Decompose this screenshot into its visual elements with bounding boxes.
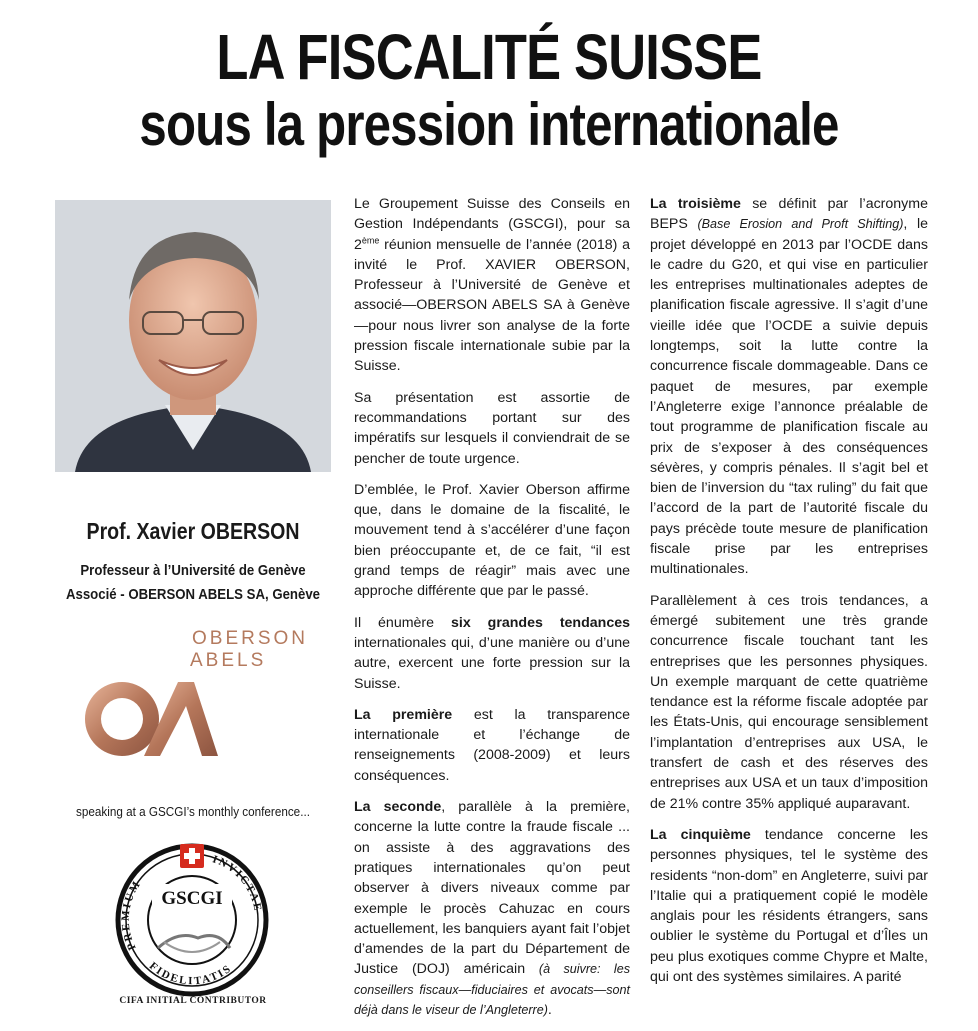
c1-paragraph-demblee: D’emblée, le Prof. Xavier Oberson affirme que, dans le domaine de la fiscalité, le mouvement tend à s’accélérer d’une façon bien préoccupante et, de ce fait, “il est grand temps de réagir” mais avec une approche différente que par le passé. (354, 481, 630, 600)
logo-text-oberson: OBERSON (192, 628, 309, 649)
c2-paragraph-quatrieme: Parallèlement à ces trois tendances, a émergé subitement une très grande concurrence fiscale touchant tant les entreprises que les personnes physiques. Un exemple marquant de cette quatrième tendance est la réforme fiscale adoptée par les États-Unis, qui encourage sensiblement l’implantation d’entreprises aux USA, le transfert de cash et des réserves des entreprises aux USA et un taux d’imposition de 21% contre 35% appliqué auparavant. (650, 592, 928, 812)
gscgi-seal-logo (108, 838, 276, 998)
seal-text-fidelitatis: FIDELITATIS (146, 959, 235, 988)
c2-paragraph-cinquieme: La cinquième tendance concerne les personnes physiques, tel le système des residents “non-dom” en Angleterre, suivi par l’Italie qui a pratiquement copié le modèle anglais pour les résidents étrangers, sans oublier le système du Portugal et d’Îles un peu plus exotiques comme Chypre et Malte, qui ont des systèmes similaires. A parité (650, 826, 928, 985)
event-caption: speaking at a GSCGI’s monthly conference... (76, 804, 310, 819)
seal-center-text: GSCGI (161, 888, 223, 909)
headline-line-2: sous la pression internationale (139, 91, 839, 158)
c1-paragraph-seconde: La seconde, parallèle à la première, concerne la lutte contre la fraude fiscale ... on assiste à des aggravations des pratiques internationales qu’on peut observer à divers niveaux comme par exemple le procès Cahuzac en cours actuellement, les banquiers ayant fait l’objet d’amendes de la part du Département de Justice (DOJ) américain (à suivre: les conseillers fiscaux—fiduciaires et avocats—sont déjà dans le viseur de l’Angleterre). (354, 799, 631, 1018)
speaker-portrait (55, 200, 331, 472)
c1-paragraph-intro: Le Groupement Suisse des Conseils en Gestion Indépendants (GSCGI), pour sa 2ème réunion mensuelle de l’année (2018) a invité le Prof. XAVIER OBERSON, Professeur à l’Université de Genève et associé—OBERSON ABELS SA à Genève—pour nous livrer son analyse de la forte pression fiscale internationale subie par la Suisse. (354, 196, 630, 375)
seal-text-premium: PREMIUM (119, 877, 144, 952)
article-column-1 (354, 194, 630, 1031)
c1-paragraph-premiere: La première est la transparence internationale et l’échange de renseignements (2008-2009) et leurs conséquences. (354, 706, 631, 784)
c2-paragraph-troisieme: La troisième se définit par l’acronyme BEPS (Base Erosion and Proft Shifting), le projet développé en 2013 par l’OCDE dans le cadre du G20, et qui vise en particulier les entreprises multinationales adeptes de planification fiscale agressive. Il s’agit d’une vieille idée que l’OCDE a suivie depuis longtemps, soit la lutte contre la concurrence fiscale dommageable. Dans ce paquet de mesures, par exemple l’Angleterre exige l’annonce préalable de tout programme de planification fiscale au prix de s’exposer à des conséquences sévères, y compris pénales. Il s’agit bel et bien de l’inversion du “tax ruling” du fait que l’accord de la part de l’autorité fiscale du pays précède toute mesure de planification fiscale prise par les entreprises multinationales. (650, 196, 928, 578)
oberson-abels-logo-mark (82, 678, 222, 760)
speaker-role-professor: Professeur à l’Université de Genève (80, 562, 306, 579)
logo-text-abels: ABELS (190, 650, 267, 671)
c1-paragraph-presentation: Sa présentation est assortie de recommandations portant sur des impératifs sur lesquels il conviendrait de se pencher de toute urgence. (354, 389, 630, 467)
c1-paragraph-six-tendances: Il énumère six grandes tendances internationales qui, d’une manière ou d’une autre, exercent une forte pression sur la Suisse. (354, 614, 630, 692)
article-column-2 (650, 194, 928, 998)
cifa-contributor-label: CIFA INITIAL CONTRIBUTOR (119, 996, 267, 1006)
speaker-role-associate: Associé - OBERSON ABELS SA, Genève (65, 586, 321, 603)
seal-text-invictae: INVICTAE (210, 853, 264, 914)
speaker-name: Prof. Xavier OBERSON (86, 518, 300, 544)
headline-line-1: LA FISCALITÉ SUISSE (216, 21, 762, 93)
